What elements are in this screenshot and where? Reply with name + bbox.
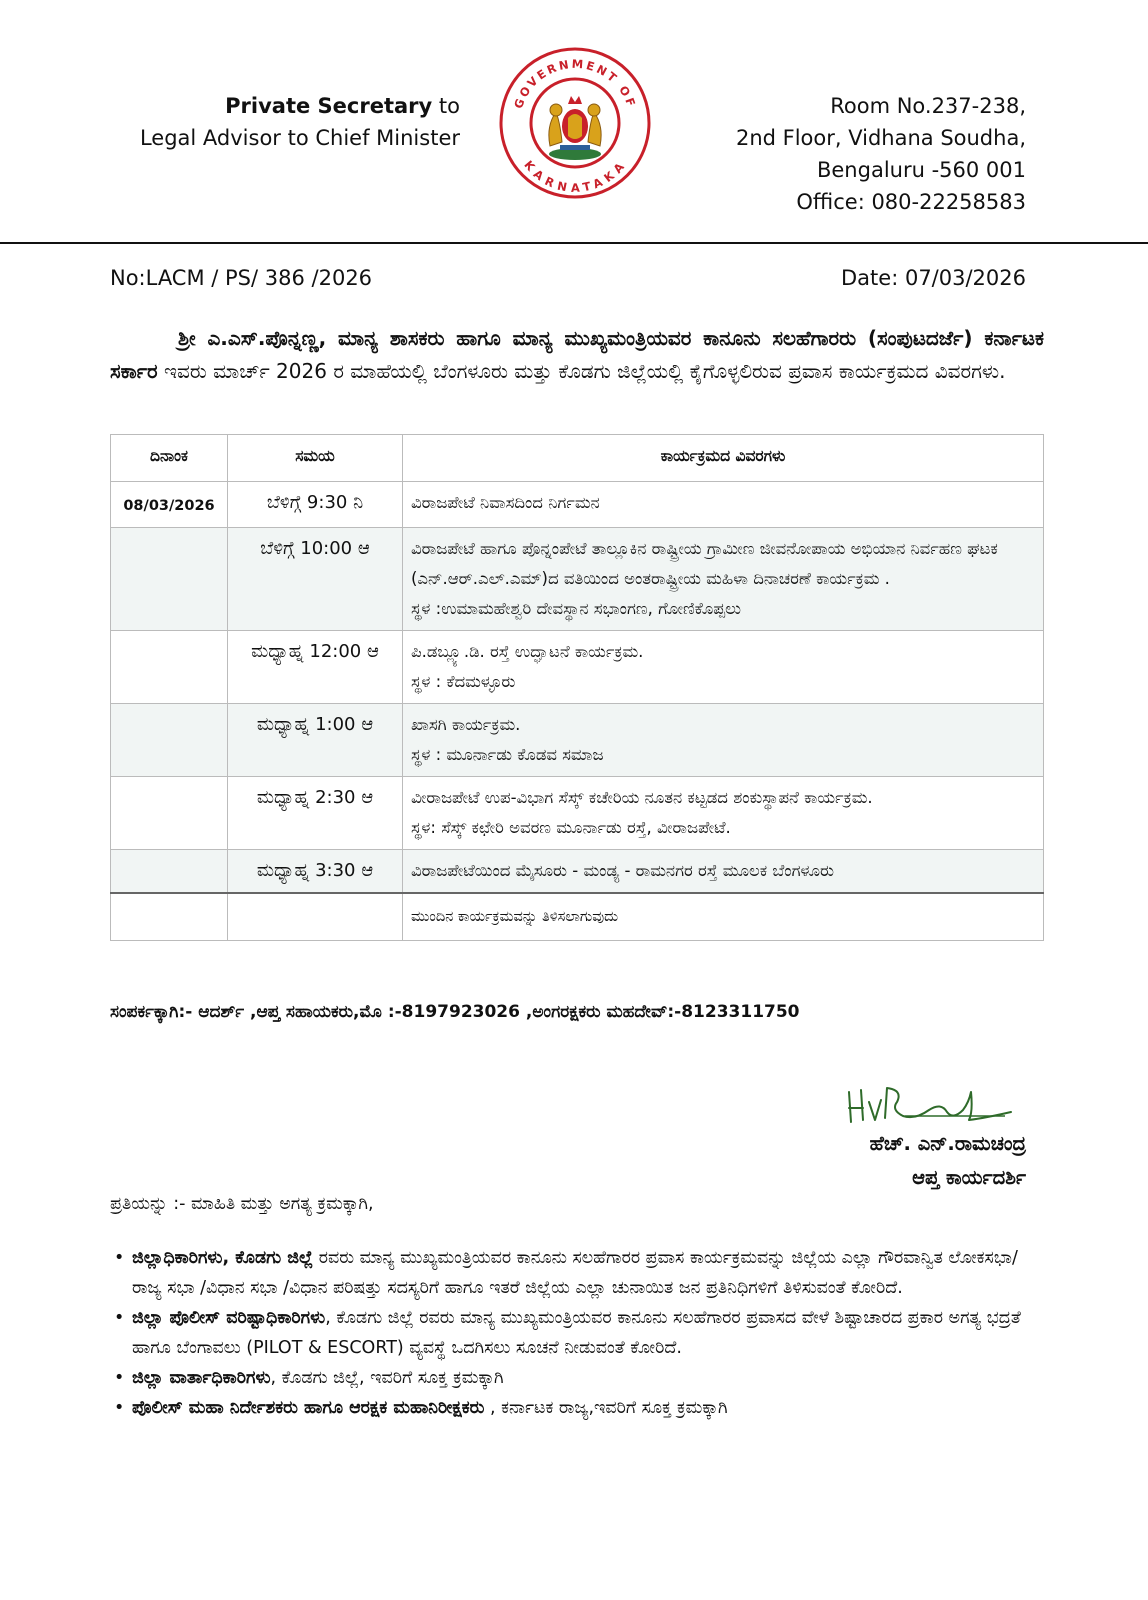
letter-date: Date: 07/03/2026 — [841, 266, 1026, 290]
table-header-row — [111, 435, 1044, 482]
row-date — [111, 704, 228, 777]
recipient-name: ಜಿಲ್ಲಾ ವಾರ್ತಾಧಿಕಾರಿಗಳು — [132, 1368, 271, 1388]
office-address — [666, 90, 1026, 218]
detail-venue: ಸ್ಥಳ: ಸೆಸ್ಕ್ ಕಛೇರಿ ಅವರಣ ಮೂರ್ನಾಡು ರಸ್ತೆ, ವೀರಾಜಪೇಟೆ. — [411, 818, 731, 837]
row-date — [111, 528, 228, 631]
row-time: ಮಧ್ಯಾಹ್ನ 2:30 ಆ — [228, 777, 403, 850]
signatory-name: ಹೆಚ್. ಎನ್.ರಾಮಚಂದ್ರ — [869, 1132, 1026, 1155]
list-item — [110, 1393, 1040, 1423]
detail-venue: ಸ್ಥಳ : ಕೆದಮಳ್ಳೂರು — [411, 672, 516, 691]
row-details — [403, 482, 1044, 528]
sender-title — [100, 90, 460, 122]
seal-text-top: GOVERNMENT OF — [511, 56, 639, 111]
detail-line: ವಿರಾಜಪೇಟೆ ನಿವಾಸದಿಂದ ನಿರ್ಗಮನ — [411, 493, 600, 512]
table-row — [111, 777, 1044, 850]
intro-bold: ಶ್ರೀ ಎ.ಎಸ್.ಪೊನ್ನಣ್ಣ, ಮಾನ್ಯ ಶಾಸಕರು ಹಾಗೂ ಮಾನ್ಯ ಮುಖ್ಯಮಂತ್ರಿಯವರ ಕಾನೂನು ಸಲಹೆಗಾರರು (ಸಂಪುಟದರ್ಜೆ) ಕರ್ನಾಟಕ ಸರ್ಕಾರ — [110, 326, 1044, 383]
detail-line: ಖಾಸಗಿ ಕಾರ್ಯಕ್ರಮ. — [411, 715, 521, 734]
row-time: ಮಧ್ಯಾಹ್ನ 3:30 ಆ — [228, 850, 403, 894]
detail-line: ವಿರಾಜಪೇಟೆ ಹಾಗೂ ಪೊನ್ನಂಪೇಟೆ ತಾಲ್ಲೂಕಿನ ರಾಷ್ಟ್ರೀಯ ಗ್ರಾಮೀಣ ಜೀವನೋಪಾಯ ಅಭಿಯಾನ ನಿರ್ವಹಣ ಘಟಕ (ಎನ್.ಆರ್.ಎಲ್.ಎಮ್)ದ ವತಿಯಿಂದ ಅಂತರಾಷ್ಟ್ರೀಯ ಮಹಿಳಾ ದಿನಾಚರಣೆ ಕಾರ್ಯಕ್ರಮ . — [411, 539, 998, 588]
detail-line: ವಿರಾಜಪೇಟೆಯಿಂದ ಮೈಸೂರು - ಮಂಡ್ಯ - ರಾಮನಗರ ರಸ್ತೆ ಮೂಲಕ ಬೆಂಗಳೂರು — [411, 861, 835, 880]
list-item — [110, 1363, 1040, 1393]
detail-venue: ಸ್ಥಳ : ಮೂರ್ನಾಡು ಕೊಡವ ಸಮಾಜ — [411, 745, 604, 764]
recipient-name: ಜಿಲ್ಲಾ ಪೊಲೀಸ್ ವರಿಷ್ಟಾಧಿಕಾರಿಗಳು — [132, 1308, 326, 1328]
row-date — [111, 631, 228, 704]
copy-to-heading: ಪ್ರತಿಯನ್ನು :- ಮಾಹಿತಿ ಮತ್ತು ಅಗತ್ಯ ಕ್ರಮಕ್ಕಾಗಿ, — [110, 1194, 374, 1214]
intro-text: ಇವರು ಮಾರ್ಚ್ 2026 ರ ಮಾಹೆಯಲ್ಲಿ ಬೆಂಗಳೂರು ಮತ್ತು ಕೊಡಗು ಜಿಲ್ಲೆಯಲ್ಲಿ ಕೈಗೊಳ್ಳಲಿರುವ ಪ್ರವಾಸ ಕಾರ್ಯಕ್ರಮದ ವಿವರಗಳು. — [157, 359, 1006, 383]
copy-to-list — [110, 1243, 1040, 1423]
footer-empty-cell — [228, 893, 403, 941]
row-time: ಮಧ್ಯಾಹ್ನ 12:00 ಆ — [228, 631, 403, 704]
row-details — [403, 704, 1044, 777]
row-details — [403, 777, 1044, 850]
detail-line: ವೀರಾಜಪೇಟೆ ಉಪ-ವಿಭಾಗ ಸೆಸ್ಕ್ ಕಚೇರಿಯ ನೂತನ ಕಟ್ಟಡದ ಶಂಕುಸ್ಥಾಪನೆ ಕಾರ್ಯಕ್ರಮ. — [411, 788, 873, 807]
sender-title-bold: Private Secretary — [225, 94, 433, 118]
sender-block — [100, 90, 460, 154]
detail-line: ಪಿ.ಡಬ್ಲ್ಯೂ.ಡಿ. ರಸ್ತೆ ಉದ್ಘಾಟನೆ ಕಾರ್ಯಕ್ರಮ. — [411, 642, 644, 661]
intro-paragraph — [110, 322, 1044, 388]
address-line: Room No.237-238, — [830, 94, 1026, 118]
column-header-time: ಸಮಯ — [228, 435, 403, 482]
table-row — [111, 704, 1044, 777]
detail-venue: ಸ್ಥಳ :ಉಮಾಮಹೇಶ್ವರಿ ದೇವಸ್ಥಾನ ಸಭಾಂಗಣ, ಗೋಣಿಕೊಪ್ಪಲು — [411, 599, 742, 618]
table-row — [111, 482, 1044, 528]
row-date — [111, 850, 228, 894]
contact-line: ಸಂಪರ್ಕಕ್ಕಾಗಿ:- ಆದರ್ಶ್ ,ಆಪ್ತ ಸಹಾಯಕರು,ಮೊ :-8197923026 ,ಅಂಗರಕ್ಷಕರು ಮಹದೇವ್:-8123311750 — [110, 1002, 800, 1022]
column-header-details: ಕಾರ್ಯಕ್ರಮದ ವಿವರಗಳು — [403, 435, 1044, 482]
table-footer-row — [111, 893, 1044, 941]
row-details — [403, 631, 1044, 704]
row-time: ಬೆಳಿಗ್ಗೆ 10:00 ಆ — [228, 528, 403, 631]
row-date — [111, 777, 228, 850]
header-divider — [0, 242, 1148, 244]
recipient-text: , ಕರ್ನಾಟಕ ರಾಜ್ಯ,ಇವರಿಗೆ ಸೂಕ್ತ ಕ್ರಮಕ್ಕಾಗಿ — [484, 1398, 728, 1418]
recipient-name: ಪೊಲೀಸ್ ಮಹಾ ನಿರ್ದೇಶಕರು ಹಾಗೂ ಆರಕ್ಷಕ ಮಹಾನಿರೀಕ್ಷಕರು — [132, 1398, 485, 1418]
footer-note: ಮುಂದಿನ ಕಾರ್ಯಕ್ರಮವನ್ನು ತಿಳಿಸಲಾಗುವುದು — [403, 893, 1044, 941]
government-seal-logo — [498, 46, 652, 200]
row-details — [403, 850, 1044, 894]
recipient-text: ರವರು ಮಾನ್ಯ ಮುಖ್ಯಮಂತ್ರಿಯವರ ಕಾನೂನು ಸಲಹೆಗಾರರ ಪ್ರವಾಸ ಕಾರ್ಯಕ್ರಮವನ್ನು ಜಿಲ್ಲೆಯ ಎಲ್ಲಾ ಗೌರವಾನ್ವಿತ ಲೋಕಸಭಾ/ರಾಜ್ಯ ಸಭಾ /ವಿಧಾನ ಸಭಾ /ವಿಧಾನ ಪರಿಷತ್ತು ಸದಸ್ಯರಿಗೆ ಹಾಗೂ ಇತರೆ ಜಿಲ್ಲೆಯ ಎಲ್ಲಾ ಚುನಾಯಿತ ಜನ ಪ್ರತಿನಿಧಿಗಳಿಗೆ ತಿಳಿಸುವಂತೆ ಕೋರಿದೆ. — [132, 1248, 1018, 1298]
handwritten-signature — [845, 1082, 1015, 1130]
sender-subtitle: Legal Advisor to Chief Minister — [139, 126, 460, 150]
reference-number: No:LACM / PS/ 386 /2026 — [110, 266, 373, 290]
address-line: Bengaluru -560 001 — [816, 158, 1026, 182]
column-header-date: ದಿನಾಂಕ — [111, 435, 228, 482]
list-item — [110, 1243, 1040, 1303]
recipient-text: , ಕೊಡಗು ಜಿಲ್ಲೆ ರವರು ಮಾನ್ಯ ಮುಖ್ಯಮಂತ್ರಿಯವರ ಕಾನೂನು ಸಲಹೆಗಾರರ ಪ್ರವಾಸದ ವೇಳೆ ಶಿಷ್ಟಾಚಾರದ ಪ್ರಕಾರ ಅಗತ್ಯ ಭದ್ರತೆ ಹಾಗೂ ಬೆಂಗಾವಲು (PILOT & ESCORT) ವ್ಯವಸ್ಥೆ ಒದಗಿಸಲು ಸೂಚನೆ ನೀಡುವಂತೆ ಕೋರಿದೆ. — [132, 1308, 1021, 1358]
svg-text:KARNATAKA — [521, 158, 628, 195]
row-date: 08/03/2026 — [111, 482, 228, 528]
signatory-block — [870, 1127, 1026, 1195]
sender-title-rest: to — [432, 94, 460, 118]
row-time: ಮಧ್ಯಾಹ್ನ 1:00 ಆ — [228, 704, 403, 777]
footer-empty-cell — [111, 893, 228, 941]
office-phone: Office: 080-22258583 — [796, 190, 1026, 214]
signatory-designation: ಆಪ್ತ ಕಾರ್ಯದರ್ಶಿ — [912, 1166, 1026, 1189]
row-time: ಬೆಳಿಗ್ಗೆ 9:30 ನಿ — [228, 482, 403, 528]
table-row — [111, 528, 1044, 631]
recipient-name: ಜಿಲ್ಲಾಧಿಕಾರಿಗಳು, ಕೊಡಗು ಜಿಲ್ಲೆ — [132, 1248, 314, 1268]
table-row — [111, 850, 1044, 894]
list-item — [110, 1303, 1040, 1363]
table-row — [111, 631, 1044, 704]
seal-text-bottom: KARNATAKA — [521, 157, 629, 195]
row-details — [403, 528, 1044, 631]
recipient-text: , ಕೊಡಗು ಜಿಲ್ಲೆ, ಇವರಿಗೆ ಸೂಕ್ತ ಕ್ರಮಕ್ಕಾಗಿ — [270, 1368, 504, 1388]
schedule-table — [110, 434, 1044, 941]
address-line: 2nd Floor, Vidhana Soudha, — [735, 126, 1026, 150]
